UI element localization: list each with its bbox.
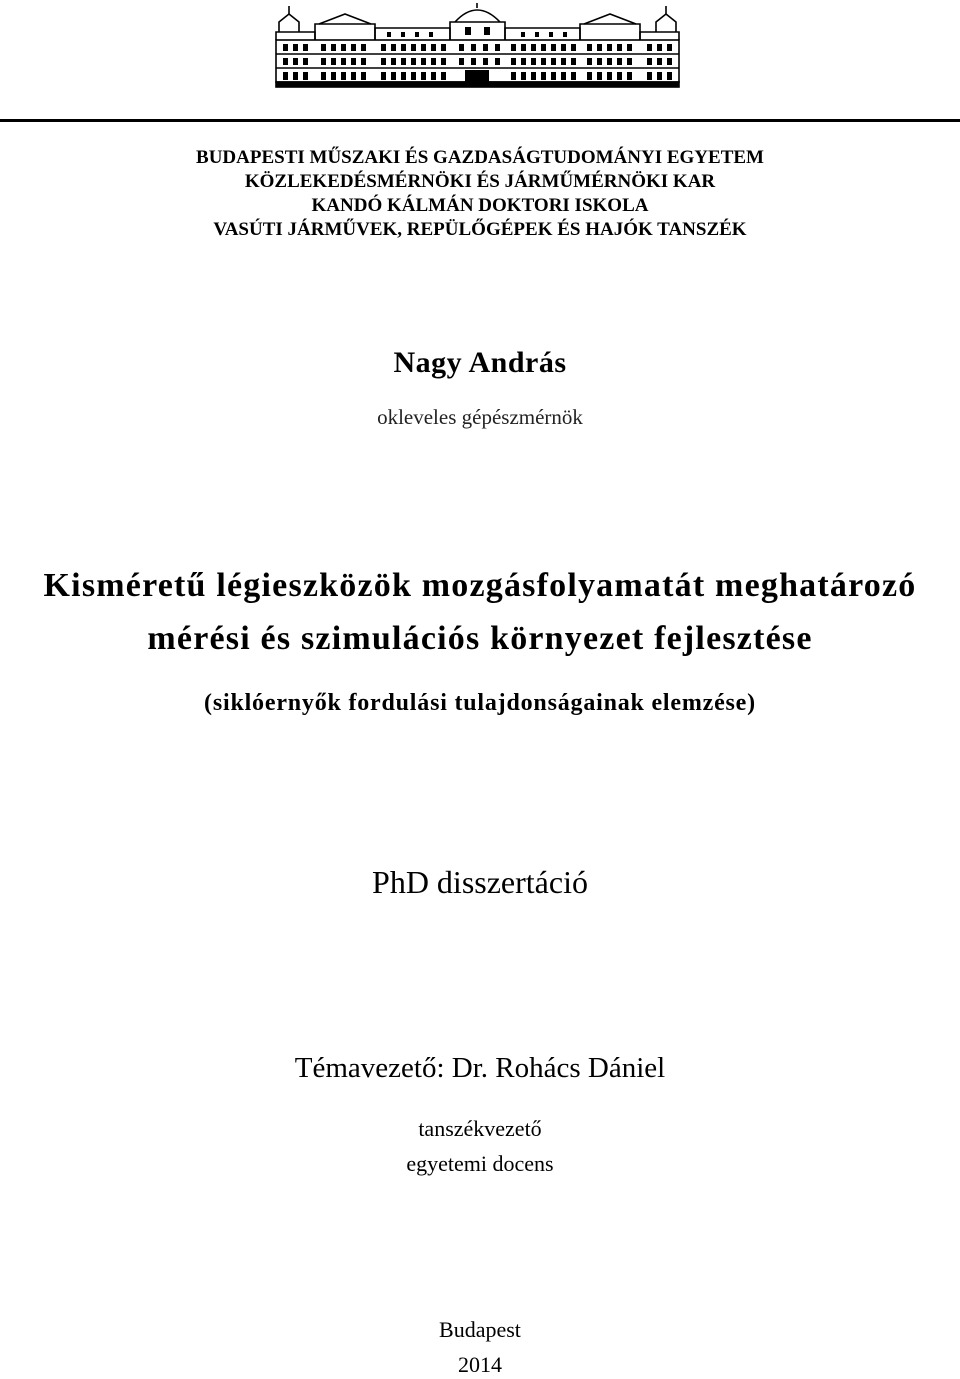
year: 2014 <box>458 1352 502 1377</box>
thesis-type: PhD disszertáció <box>372 864 588 900</box>
supervisor-role: tanszékvezető <box>418 1116 542 1141</box>
supervisor-line: Témavezető: Dr. Rohács Dániel <box>294 1052 666 1084</box>
author-name: Nagy András <box>393 346 567 379</box>
department-name: VASÚTI JÁRMŰVEK, REPÜLŐGÉPEK ÉS HAJÓK TANSZÉK <box>213 219 747 240</box>
author-degree: okleveles gépészmérnök <box>377 405 583 429</box>
supervisor-title: egyetemi docens <box>406 1151 554 1176</box>
thesis-title-line-1: Kisméretű légieszközök mozgásfolyamatát meghatározó <box>43 567 917 604</box>
header-divider <box>0 119 960 122</box>
thesis-subtitle: (siklóernyők fordulási tulajdonságainak elemzése) <box>204 690 756 716</box>
bme-building-icon <box>275 2 680 88</box>
doctoral-school-name: KANDÓ KÁLMÁN DOKTORI ISKOLA <box>311 195 649 216</box>
faculty-name: KÖZLEKEDÉSMÉRNÖKI ÉS JÁRMŰMÉRNÖKI KAR <box>244 171 716 192</box>
university-name: BUDAPESTI MŰSZAKI ÉS GAZDASÁGTUDOMÁNYI EGYETEM <box>196 147 764 168</box>
thesis-title-line-2: mérési és szimulációs környezet fejlesztése <box>147 620 813 657</box>
place: Budapest <box>439 1317 521 1342</box>
